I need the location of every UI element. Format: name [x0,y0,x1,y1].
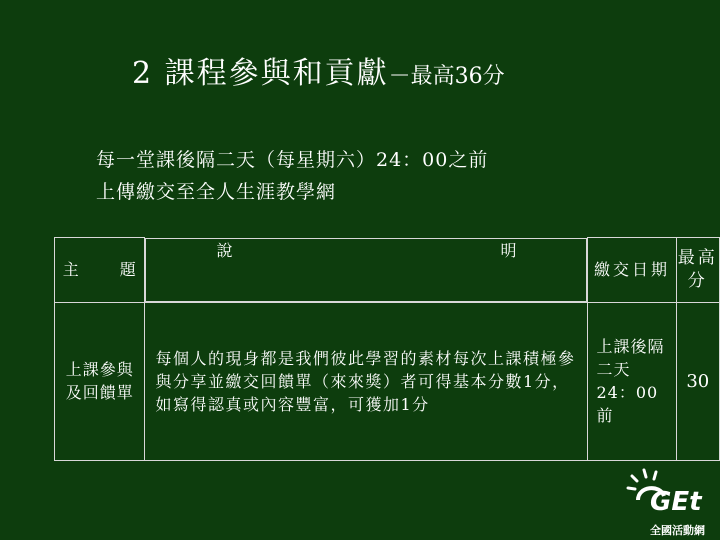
header-description [145,238,587,302]
row-due: 上課後隔二天24：00前 [588,302,676,460]
intro-line-2: 上傳繳交至全人生涯教學網 [96,181,337,203]
title-suffix: －最高36分 [388,64,505,89]
logo-mark: GEt [650,487,702,517]
intro-line-1: 每一堂課後隔二天（每星期六）24：00之前 [96,149,489,171]
header-topic [55,238,145,303]
header-topic-a: 主 [62,260,80,280]
logo-caption: 全國活動網 [650,524,705,537]
header-due: 繳交日期 [588,238,676,303]
table-header-row [55,238,720,303]
title-main: 2 課程參與和貢獻 [132,56,389,91]
slide-title [132,48,505,92]
row-max-score: 30 [676,302,719,460]
header-desc-b: 明 [500,240,517,260]
header-desc-a: 說 [216,240,233,260]
row-topic: 上課參與及回饋單 [55,302,145,460]
intro-text [96,144,488,208]
header-max: 最高分 [676,238,719,303]
table-row [55,302,720,460]
rules-table [54,237,720,461]
header-topic-b: 題 [119,260,137,280]
row-description: 每個人的現身都是我們彼此學習的素材每次上課積極參與分享並繳交回饋單（來來獎）者可得基本分數1分，如寫得認真或內容豐富，可獲加1分 [145,302,588,460]
